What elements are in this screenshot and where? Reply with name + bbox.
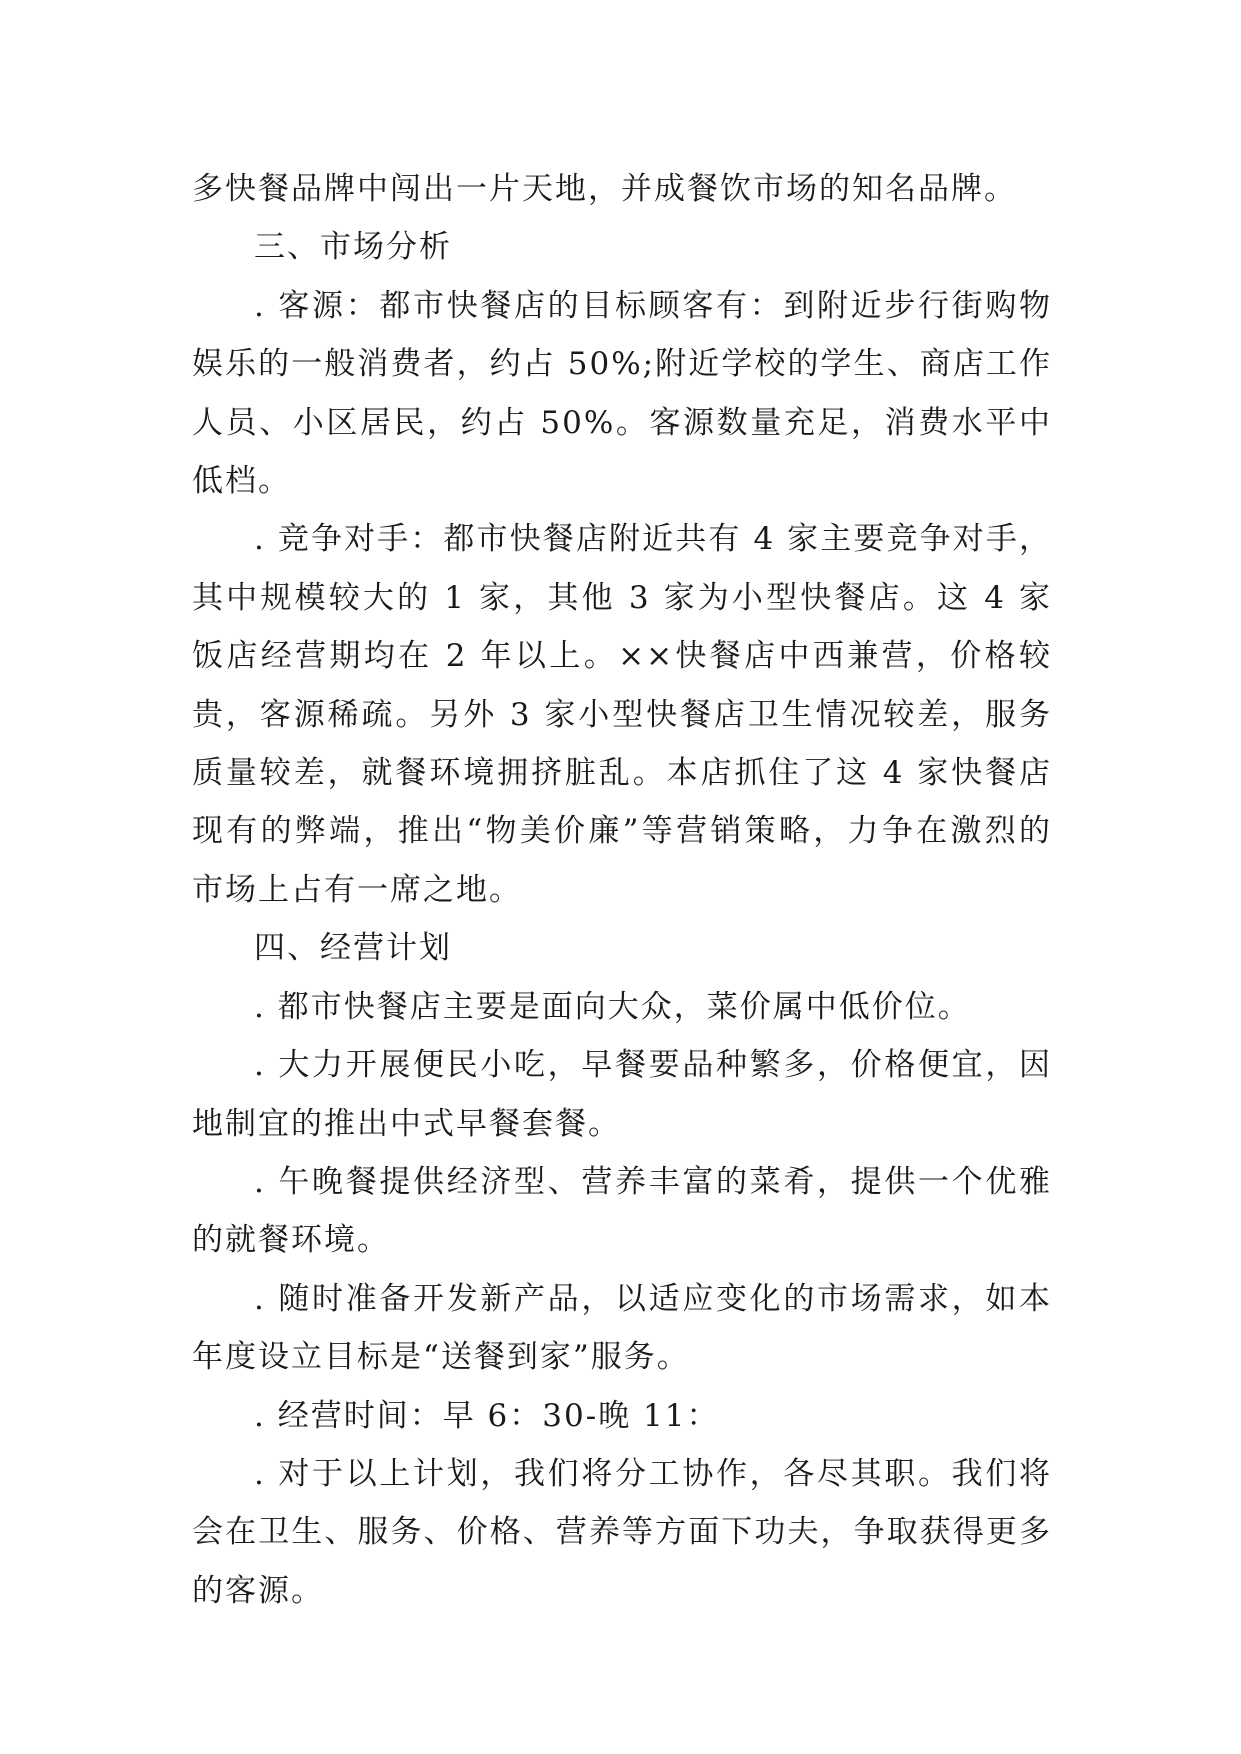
paragraph-plan-hours: . 经营时间：早 6：30-晚 11： [254,1397,720,1434]
document-body [192,160,1052,1620]
section-heading-business-plan: 四、经营计划 [254,930,452,967]
paragraph-customer-source: . 客源：都市快餐店的目标顾客有：到附近步行街购物娱乐的一般消费者，约占 50%;附近学校的学生、商店工作人员、小区居民，约占 50%。客源数量充足，消费水平中低档。 [192,287,1052,500]
paragraph-intro-continued: 多快餐品牌中闯出一片天地，并成餐饮市场的知名品牌。 [192,171,1017,207]
paragraph-plan-target: . 都市快餐店主要是面向大众，菜价属中低价位。 [254,988,971,1025]
paragraph-plan-lunch-dinner: . 午晚餐提供经济型、营养丰富的菜肴，提供一个优雅的就餐环境。 [192,1163,1052,1259]
paragraph-plan-breakfast: . 大力开展便民小吃，早餐要品种繁多，价格便宜，因地制宜的推出中式早餐套餐。 [192,1047,1052,1142]
paragraph-plan-new-products: . 随时准备开发新产品，以适应变化的市场需求，如本年度设立目标是“送餐到家”服务。 [192,1280,1052,1376]
section-heading-market-analysis: 三、市场分析 [254,229,452,266]
paragraph-plan-summary: . 对于以上计划，我们将分工协作，各尽其职。我们将会在卫生、服务、价格、营养等方面下功夫，争取获得更多的客源。 [192,1455,1052,1609]
paragraph-competitors: . 竞争对手：都市快餐店附近共有 4 家主要竞争对手，其中规模较大的 1 家，其他 3 家为小型快餐店。这 4 家饭店经营期均在 2 年以上。××快餐店中西兼营，价格较贵，客源稀疏。另外 3 家小型快餐店卫生情况较差，服务质量较差，就餐环境拥挤脏乱。本店抓住了这 4 家快餐店现有的弊端，推出“物美价廉”等营销策略，力争在激烈的市场上占有一席之地。 [192,521,1052,908]
